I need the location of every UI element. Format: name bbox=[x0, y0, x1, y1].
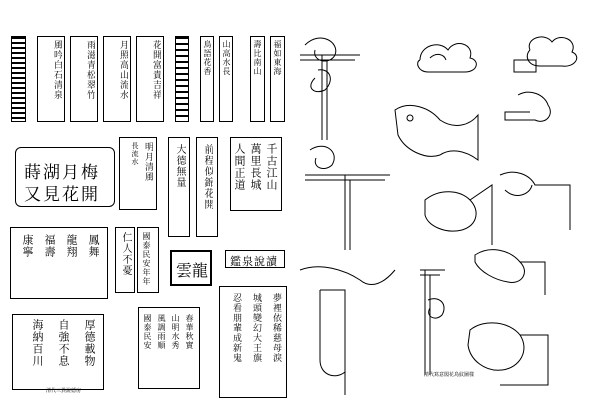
strip-2-text: 鳥語花香 bbox=[203, 40, 212, 76]
panel-square-c2: 龍翔 bbox=[65, 234, 78, 258]
panel-square-c1: 鳳舞 bbox=[87, 234, 100, 258]
panel-bottom-right-c1: 夢裡依稀慈母淚 bbox=[271, 293, 281, 363]
poem-panel-2-text: 雨滋青松翠竹 bbox=[85, 40, 95, 100]
panel-mid-text2: 長流水 bbox=[131, 142, 139, 166]
panel-pair-1-text: 大德無量 bbox=[174, 144, 185, 188]
poem-panel-4-text: 花開富貴吉祥 bbox=[151, 40, 161, 100]
dragon-head-3-icon bbox=[425, 185, 492, 245]
left-caption: 清代三異說德房 bbox=[46, 388, 82, 394]
panel-right-top-c1: 千古江山 bbox=[265, 143, 278, 191]
poem-panel-1-text: 風吟白石清泉 bbox=[52, 40, 62, 100]
dragon-head-4-icon bbox=[475, 250, 545, 295]
panel-bottom-right-c3: 忍看朋輩成新鬼 bbox=[231, 293, 241, 363]
strip-5-text: 福如東海 bbox=[273, 40, 282, 76]
corner-bracket-2-icon bbox=[305, 146, 390, 250]
lattice-bracket-icon bbox=[300, 267, 395, 395]
poem-panel-3-text: 月照高山流水 bbox=[118, 40, 128, 100]
scroll-ornament-icon bbox=[500, 172, 570, 230]
panel-bottom-mid-c4: 國泰民安 bbox=[143, 314, 152, 350]
panel-mid-text1: 明月清風 bbox=[143, 142, 153, 182]
panel-bottom-right-c2: 城頭變幻大王旗 bbox=[251, 293, 261, 363]
panel-bottom-left-c2: 自強不息 bbox=[57, 319, 70, 367]
panel-seal-text: 雲龍 bbox=[176, 261, 209, 280]
plaque-large-line1: 蒔湖月梅 bbox=[24, 163, 100, 183]
panel-right-top-c2: 萬里長城 bbox=[249, 143, 262, 191]
panel-narrow-1-text: 仁人不憂 bbox=[120, 232, 131, 276]
panel-square-c3: 福壽 bbox=[43, 234, 56, 258]
panel-square-c4: 康寧 bbox=[21, 234, 34, 258]
strip-3-text: 山高水長 bbox=[222, 40, 231, 76]
panel-right-top-c3: 人間正道 bbox=[233, 143, 246, 191]
panel-bottom-left-c3: 海納百川 bbox=[31, 319, 44, 367]
panel-wide-text: 鑑泉說讀 bbox=[230, 255, 278, 268]
strip-4-text: 壽比南山 bbox=[253, 40, 262, 76]
cloud-ornament-1-icon bbox=[418, 44, 477, 72]
plaque-large-line2: 又見花開 bbox=[24, 185, 100, 205]
cloud-ornament-2-icon bbox=[514, 37, 577, 72]
right-caption: 清代寫意閣花鳥紋圖樣 bbox=[424, 372, 475, 378]
corner-bracket-3-icon bbox=[420, 270, 445, 375]
dragon-head-5-icon bbox=[468, 323, 548, 385]
panel-bottom-left-c1: 厚德載物 bbox=[83, 319, 96, 367]
panel-bottom-mid-c2: 山明水秀 bbox=[171, 314, 180, 350]
panel-bottom-mid-c1: 春華秋實 bbox=[185, 314, 194, 350]
panel-narrow-2-text: 國泰民安年年 bbox=[142, 232, 151, 286]
panel-pair-2-text: 前程似錦花開 bbox=[202, 144, 213, 210]
dragon-head-1-icon bbox=[395, 105, 478, 160]
dragon-head-2-icon bbox=[505, 92, 550, 121]
panel-bottom-mid-c3: 風調雨順 bbox=[157, 314, 166, 350]
corner-bracket-1-icon bbox=[300, 38, 360, 140]
